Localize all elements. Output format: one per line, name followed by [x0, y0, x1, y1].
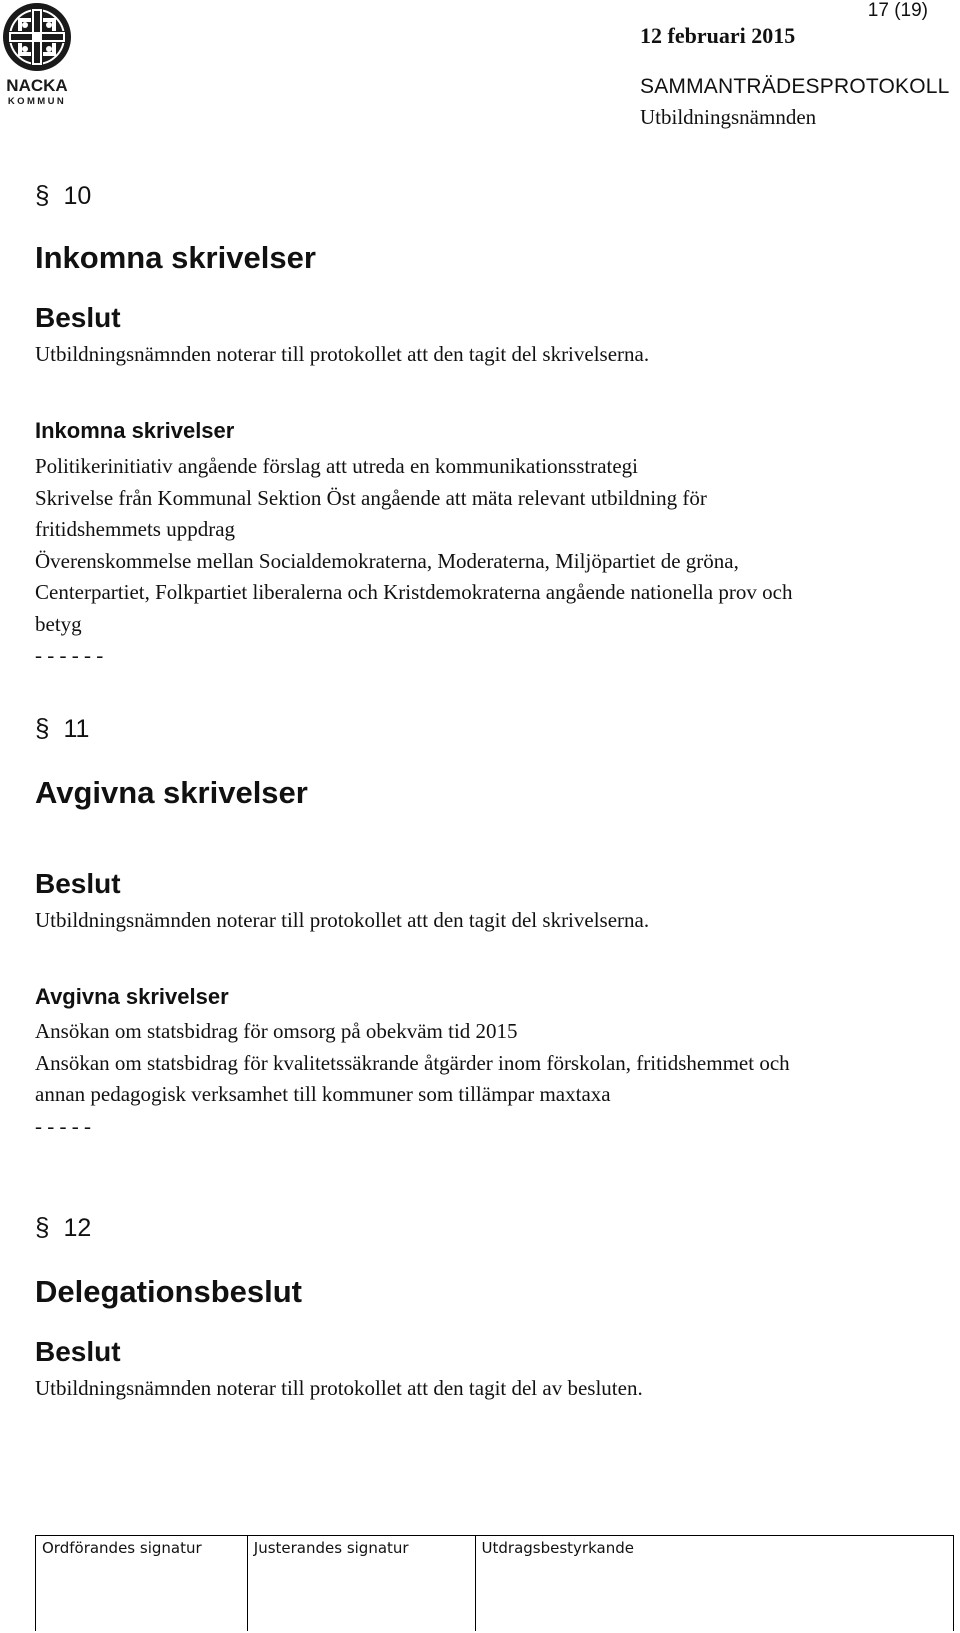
section-title: Avgivna skrivelser — [35, 775, 308, 810]
list-item: betyg — [35, 611, 82, 636]
list-item: Överenskommelse mellan Socialdemokraterna, Moderaterna, Miljöpartiet de gröna, — [35, 548, 739, 573]
section-title: Delegationsbeslut — [35, 1274, 302, 1309]
logo-emblem-icon — [0, 0, 76, 108]
signature-label: Utdragsbestyrkande — [481, 1539, 634, 1557]
list-item: Politikerinitiativ angående förslag att utreda en kommunikationsstrategi — [35, 454, 639, 478]
signature-table — [35, 1535, 954, 1631]
signature-label: Ordförandes signatur — [42, 1539, 202, 1557]
section-number-value: 12 — [63, 1214, 92, 1242]
list-item: annan pedagogisk verksamhet till kommuner som tillämpar maxtaxa — [35, 1082, 611, 1106]
section-number-value: 10 — [63, 182, 92, 210]
signature-cell-chair — [36, 1536, 248, 1631]
decision-text: Utbildningsnämnden noterar till protokollet att den tagit del skrivelserna. — [35, 908, 650, 932]
list-heading: Avgivna skrivelser — [35, 984, 229, 1009]
page-number: 17 (19) — [867, 0, 928, 21]
list-heading: Inkomna skrivelser — [35, 418, 235, 443]
section-number-value: 11 — [63, 715, 90, 743]
paragraph-symbol: § — [35, 1212, 50, 1242]
paragraph-symbol: § — [35, 180, 50, 210]
protocol-title: SAMMANTRÄDESPROTOKOLL — [640, 75, 950, 98]
section-number — [35, 713, 89, 744]
svg-text:NACKA: NACKA — [6, 76, 68, 95]
list-item: Skrivelse från Kommunal Sektion Öst angående att mäta relevant utbildning för — [35, 485, 707, 510]
decision-label: Beslut — [35, 1336, 121, 1367]
paragraph-symbol: § — [35, 713, 50, 743]
committee-name: Utbildningsnämnden — [640, 105, 817, 129]
section-separator: - - - - - — [35, 1113, 91, 1138]
section-number — [35, 1212, 91, 1243]
list-item: Ansökan om statsbidrag för kvalitetssäkrande åtgärder inom förskolan, fritidshemmet och — [35, 1050, 790, 1075]
list-item: Centerpartiet, Folkpartiet liberalerna och Kristdemokraterna angående nationella prov och — [35, 580, 793, 604]
decision-label: Beslut — [35, 302, 121, 333]
decision-text: Utbildningsnämnden noterar till protokollet att den tagit del av besluten. — [35, 1376, 643, 1400]
document-list — [35, 1016, 935, 1142]
nacka-kommun-logo — [0, 0, 76, 108]
list-item: fritidshemmets uppdrag — [35, 517, 236, 541]
section-number — [35, 180, 91, 211]
signature-cell-extract — [476, 1536, 954, 1631]
meeting-date: 12 februari 2015 — [640, 23, 796, 48]
list-item: Ansökan om statsbidrag för omsorg på obekväm tid 2015 — [35, 1019, 518, 1043]
svg-text:KOMMUN: KOMMUN — [7, 96, 67, 107]
decision-label: Beslut — [35, 868, 121, 899]
section-title: Inkomna skrivelser — [35, 240, 316, 275]
signature-cell-adjuster — [248, 1536, 476, 1631]
document-list — [35, 451, 935, 672]
section-separator: - - - - - - — [35, 643, 104, 667]
decision-text: Utbildningsnämnden noterar till protokollet att den tagit del skrivelserna. — [35, 342, 650, 366]
signature-label: Justerandes signatur — [253, 1539, 409, 1557]
